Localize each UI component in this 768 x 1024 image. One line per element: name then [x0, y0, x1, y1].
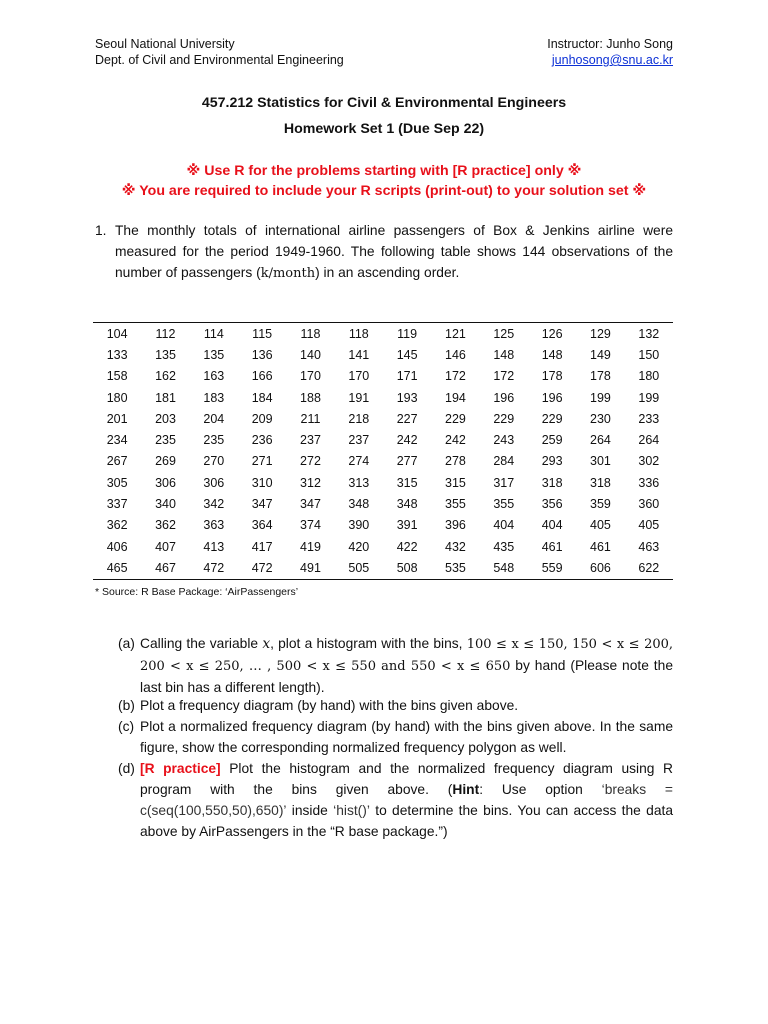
- table-cell: 140: [300, 347, 321, 362]
- email-link[interactable]: junhosong@snu.ac.kr: [551, 53, 673, 67]
- table-cell: 199: [590, 390, 611, 405]
- table-cell: 114: [190, 323, 238, 345]
- subpart-c: [118, 716, 673, 758]
- table-cell: 118: [335, 323, 383, 345]
- subpart-b-text: Plot a frequency diagram (by hand) with the bins given above.: [140, 698, 519, 713]
- table-cell: 318: [590, 475, 611, 490]
- table-cell: 162: [155, 369, 176, 384]
- table-cell: 306: [203, 475, 225, 490]
- table-cell: 269: [155, 454, 176, 469]
- table-cell: 193: [396, 390, 418, 405]
- table-cell: 264: [590, 433, 611, 448]
- table-cell: 420: [348, 539, 370, 554]
- notice-r-practice: ※ Use R for the problems starting with [R practice] only ※: [186, 163, 582, 179]
- table-cell: 301: [590, 454, 611, 469]
- table-cell: 406: [106, 539, 128, 554]
- table-cell: 146: [445, 347, 466, 362]
- table-cell: 270: [203, 454, 225, 469]
- subpart-b: [118, 695, 673, 716]
- table-cell: 348: [396, 497, 418, 512]
- notice-r-scripts: ※ You are required to include your R scripts (print-out) to your solution set ※: [121, 183, 647, 199]
- table-cell: 472: [238, 557, 286, 579]
- table-cell: 148: [541, 347, 563, 362]
- course-title: 457.212 Statistics for Civil & Environmental Engineers: [201, 95, 567, 111]
- table-row: [93, 557, 673, 579]
- table-cell: 188: [300, 390, 321, 405]
- table-cell: 306: [155, 475, 176, 490]
- table-cell: 166: [251, 369, 273, 384]
- table-cell: 163: [203, 369, 225, 384]
- subpart-a-text: [140, 633, 673, 698]
- table-cell: 191: [348, 390, 370, 405]
- table-row: [93, 323, 673, 345]
- table-row: [93, 515, 673, 536]
- table-row: [93, 344, 673, 365]
- table-cell: 148: [493, 347, 515, 362]
- table-row: [93, 536, 673, 557]
- table-cell: 491: [286, 557, 334, 579]
- table-cell: 347: [300, 497, 321, 512]
- table-cell: 235: [203, 433, 225, 448]
- subpart-a-t2: , plot a histogram with the bins,: [270, 636, 463, 651]
- table-cell: 264: [638, 433, 660, 448]
- table-row: [93, 472, 673, 493]
- table-cell: 136: [251, 347, 273, 362]
- subpart-d-text: [140, 758, 673, 842]
- table-cell: 201: [106, 411, 128, 426]
- table-row: [93, 451, 673, 472]
- problem-text-a: The monthly totals of international airline passengers of Box & Jenkins airline were measured for the period 1949-1960. The following table shows 144 observations of the number of passengers (: [115, 223, 673, 280]
- table-cell: 417: [251, 539, 273, 554]
- table-cell: 178: [541, 369, 563, 384]
- table-cell: 242: [396, 433, 418, 448]
- table-cell: 472: [190, 557, 238, 579]
- hist-code: ‘hist()’: [333, 803, 370, 818]
- problem-text-b: ) in an ascending order.: [315, 265, 460, 280]
- table-cell: 337: [106, 497, 128, 512]
- subpart-c-text: Plot a normalized frequency diagram (by hand) with the bins given above. In the same figure, show the corresponding normalized frequency polygon as well.: [140, 719, 673, 755]
- table-cell: 355: [445, 497, 466, 512]
- table-cell: 302: [638, 454, 660, 469]
- table-cell: 347: [251, 497, 273, 512]
- table-row: [93, 493, 673, 514]
- table-cell: 229: [541, 411, 563, 426]
- table-cell: 170: [300, 369, 321, 384]
- problem-number: 1.: [95, 223, 107, 238]
- table-row: [93, 429, 673, 450]
- table-cell: 364: [251, 518, 273, 533]
- table-cell: 342: [203, 497, 225, 512]
- table-cell: 355: [493, 497, 515, 512]
- table-cell: 278: [445, 454, 466, 469]
- table-cell: 196: [493, 390, 515, 405]
- department-name: Dept. of Civil and Environmental Engineering: [95, 53, 344, 67]
- table-cell: 391: [396, 518, 418, 533]
- hint-label: Hint: [452, 782, 480, 797]
- table-cell: 310: [251, 475, 273, 490]
- table-cell: 274: [348, 454, 370, 469]
- table-cell: 236: [251, 433, 273, 448]
- table-cell: 229: [445, 411, 466, 426]
- homework-title: Homework Set 1 (Due Sep 22): [283, 121, 485, 137]
- table-cell: 172: [445, 369, 466, 384]
- table-cell: 209: [251, 411, 273, 426]
- table-cell: 413: [203, 539, 225, 554]
- table-cell: 362: [155, 518, 176, 533]
- table-cell: 237: [348, 433, 370, 448]
- table-cell: 313: [348, 475, 370, 490]
- table-row: [93, 366, 673, 387]
- table-cell: 194: [445, 390, 466, 405]
- table-cell: 312: [300, 475, 321, 490]
- table-cell: 132: [625, 323, 673, 345]
- table-cell: 172: [493, 369, 515, 384]
- table-cell: 237: [300, 433, 321, 448]
- subpart-d-label: (d): [118, 761, 135, 776]
- table-cell: 315: [445, 475, 466, 490]
- table-cell: 405: [590, 518, 611, 533]
- university-name: Seoul National University: [95, 37, 235, 51]
- table-cell: 293: [541, 454, 563, 469]
- subpart-d-t3: inside: [286, 803, 334, 818]
- table-cell: 405: [638, 518, 660, 533]
- variable-x: x: [262, 636, 271, 652]
- table-cell: 243: [493, 433, 515, 448]
- table-cell: 272: [300, 454, 321, 469]
- subpart-c-label: (c): [118, 719, 135, 734]
- subpart-a-t1: Calling the variable: [140, 636, 259, 651]
- table-cell: 535: [431, 557, 479, 579]
- table-cell: 135: [203, 347, 225, 362]
- table-cell: 133: [106, 347, 128, 362]
- table-cell: 508: [383, 557, 431, 579]
- table-cell: 118: [286, 323, 334, 345]
- table-cell: 363: [203, 518, 225, 533]
- table-cell: 183: [203, 390, 225, 405]
- instructor-name: Instructor: Junho Song: [547, 37, 673, 51]
- table-cell: 315: [396, 475, 418, 490]
- table-cell: 119: [383, 323, 431, 345]
- table-cell: 170: [348, 369, 370, 384]
- table-cell: 229: [493, 411, 515, 426]
- table-cell: 461: [541, 539, 563, 554]
- table-cell: 121: [431, 323, 479, 345]
- source-note: * Source: R Base Package: ‘AirPassengers’: [95, 586, 299, 598]
- table-cell: 317: [493, 475, 515, 490]
- table-cell: 348: [348, 497, 370, 512]
- table-cell: 199: [638, 390, 660, 405]
- table-cell: 277: [396, 454, 418, 469]
- table-cell: 318: [541, 475, 563, 490]
- table-cell: 259: [541, 433, 563, 448]
- table-cell: 171: [396, 369, 418, 384]
- subpart-a-t3: by hand (Please note the last bin has a different length).: [140, 658, 673, 695]
- table-cell: 181: [155, 390, 176, 405]
- header-left: [95, 36, 344, 68]
- problem-1: [95, 220, 673, 284]
- table-cell: 271: [251, 454, 273, 469]
- header-right: [547, 36, 673, 68]
- unit: k/month: [260, 266, 316, 281]
- bin-definitions: 100 ≤ x ≤ 150, 150 < x ≤ 200, 200 < x ≤ 250, … , 500 < x ≤ 550 and 550 < x ≤ 650: [140, 637, 674, 674]
- table-cell: 359: [590, 497, 611, 512]
- subpart-d-t4: to determine the bins. You can access the data above by AirPassengers in the “R base package.”): [140, 803, 673, 839]
- table-cell: 622: [625, 557, 673, 579]
- table-row: [93, 408, 673, 429]
- table-cell: 158: [106, 369, 128, 384]
- table-cell: 141: [348, 347, 370, 362]
- table-cell: 390: [348, 518, 370, 533]
- table-cell: 230: [590, 411, 611, 426]
- table-cell: 463: [638, 539, 660, 554]
- table-cell: 548: [480, 557, 528, 579]
- passenger-table: [93, 322, 673, 580]
- table-cell: 356: [541, 497, 563, 512]
- table-cell: 422: [396, 539, 418, 554]
- breaks-code: ‘breaks = c(seq(100,550,50),650)’: [140, 782, 673, 818]
- problem-1-text: [115, 220, 673, 284]
- table-cell: 196: [541, 390, 563, 405]
- table-cell: 404: [541, 518, 563, 533]
- table-cell: 104: [93, 323, 141, 345]
- table-cell: 374: [300, 518, 321, 533]
- subpart-d-t1: Plot the histogram and the normalized frequency diagram using R program with the bins given above. (: [140, 761, 674, 797]
- table-cell: 227: [396, 411, 418, 426]
- table-cell: 267: [106, 454, 128, 469]
- table-cell: 180: [106, 390, 128, 405]
- table-cell: 362: [106, 518, 128, 533]
- table-cell: 233: [638, 411, 660, 426]
- table-cell: 115: [238, 323, 286, 345]
- table-cell: 204: [203, 411, 225, 426]
- subpart-a: [118, 633, 673, 698]
- subpart-a-label: (a): [118, 636, 135, 651]
- table-cell: 305: [106, 475, 128, 490]
- table-cell: 465: [93, 557, 141, 579]
- table-cell: 242: [445, 433, 466, 448]
- table-cell: 336: [638, 475, 660, 490]
- subpart-b-label: (b): [118, 698, 135, 713]
- table-cell: 211: [300, 411, 321, 426]
- subpart-d-t2: : Use option: [479, 782, 602, 797]
- table-cell: 218: [348, 411, 370, 426]
- table-cell: 234: [106, 433, 128, 448]
- table-cell: 505: [335, 557, 383, 579]
- table-cell: 235: [155, 433, 176, 448]
- table-cell: 125: [480, 323, 528, 345]
- table-cell: 150: [638, 347, 660, 362]
- table-cell: 360: [638, 497, 660, 512]
- table-cell: 284: [493, 454, 515, 469]
- table-cell: 559: [528, 557, 576, 579]
- table-cell: 606: [576, 557, 624, 579]
- table-cell: 149: [590, 347, 611, 362]
- table-cell: 145: [396, 347, 418, 362]
- table-cell: 396: [445, 518, 466, 533]
- table-cell: 407: [155, 539, 176, 554]
- table-cell: 435: [493, 539, 515, 554]
- table-cell: 419: [300, 539, 321, 554]
- table-cell: 432: [445, 539, 466, 554]
- table-cell: 404: [493, 518, 515, 533]
- table-cell: 129: [576, 323, 624, 345]
- table-cell: 112: [141, 323, 189, 345]
- table-cell: 467: [141, 557, 189, 579]
- table-cell: 126: [528, 323, 576, 345]
- table-row: [93, 387, 673, 408]
- table-cell: 135: [155, 347, 176, 362]
- table-cell: 178: [590, 369, 611, 384]
- r-practice-tag: [R practice]: [140, 761, 221, 776]
- table-cell: 184: [251, 390, 273, 405]
- table-cell: 180: [638, 369, 660, 384]
- table-cell: 203: [155, 411, 176, 426]
- table-cell: 340: [155, 497, 176, 512]
- table-cell: 461: [590, 539, 611, 554]
- subpart-d: [118, 758, 673, 842]
